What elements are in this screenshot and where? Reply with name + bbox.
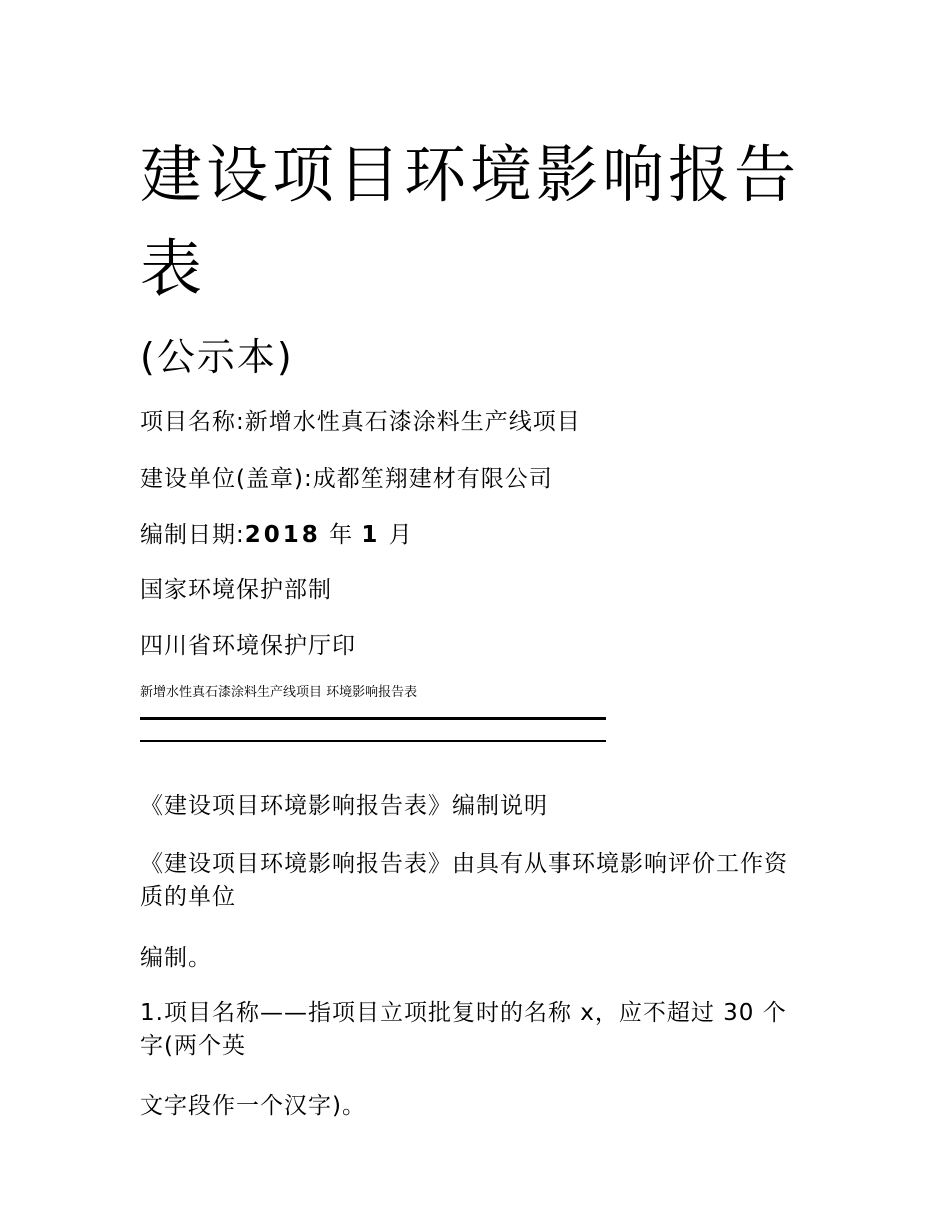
issuer-province: 四川省环境保护厅印 — [140, 633, 356, 659]
instructions-heading: 《建设项目环境影响报告表》编制说明 — [140, 793, 548, 819]
instructions-paragraph-2-cont: 文字段作一个汉字)。 — [140, 1093, 366, 1119]
header-rule-bottom — [140, 740, 606, 742]
date-month: 1 — [361, 522, 381, 548]
date-line — [140, 520, 413, 550]
issuer-ministry: 国家环境保护部制 — [140, 577, 332, 603]
instructions-paragraph-2: 1.项目名称——指项目立项批复时的名称 x，应不超过 30 个字(两个英 — [140, 1000, 787, 1059]
instructions-paragraph-1: 《建设项目环境影响报告表》由具有从事环境影响评价工作资质的单位 — [140, 851, 788, 910]
header-rule-top — [140, 717, 606, 720]
builder-line: 建设单位(盖章):成都笙翔建材有限公司 — [140, 466, 553, 492]
running-header: 新增水性真石漆涂料生产线项目 环境影响报告表 — [140, 685, 418, 700]
report-title: 建设项目环境影响报告表 — [140, 138, 801, 305]
date-year-unit: 年 — [329, 522, 354, 548]
instructions-paragraph-1-cont: 编制。 — [140, 945, 212, 971]
report-subtitle: (公示本) — [140, 335, 294, 379]
date-month-unit: 月 — [388, 522, 413, 548]
date-year: 2018 — [244, 522, 321, 548]
date-label: 编制日期: — [140, 522, 245, 548]
project-name-line: 项目名称:新增水性真石漆涂料生产线项目 — [140, 409, 581, 435]
